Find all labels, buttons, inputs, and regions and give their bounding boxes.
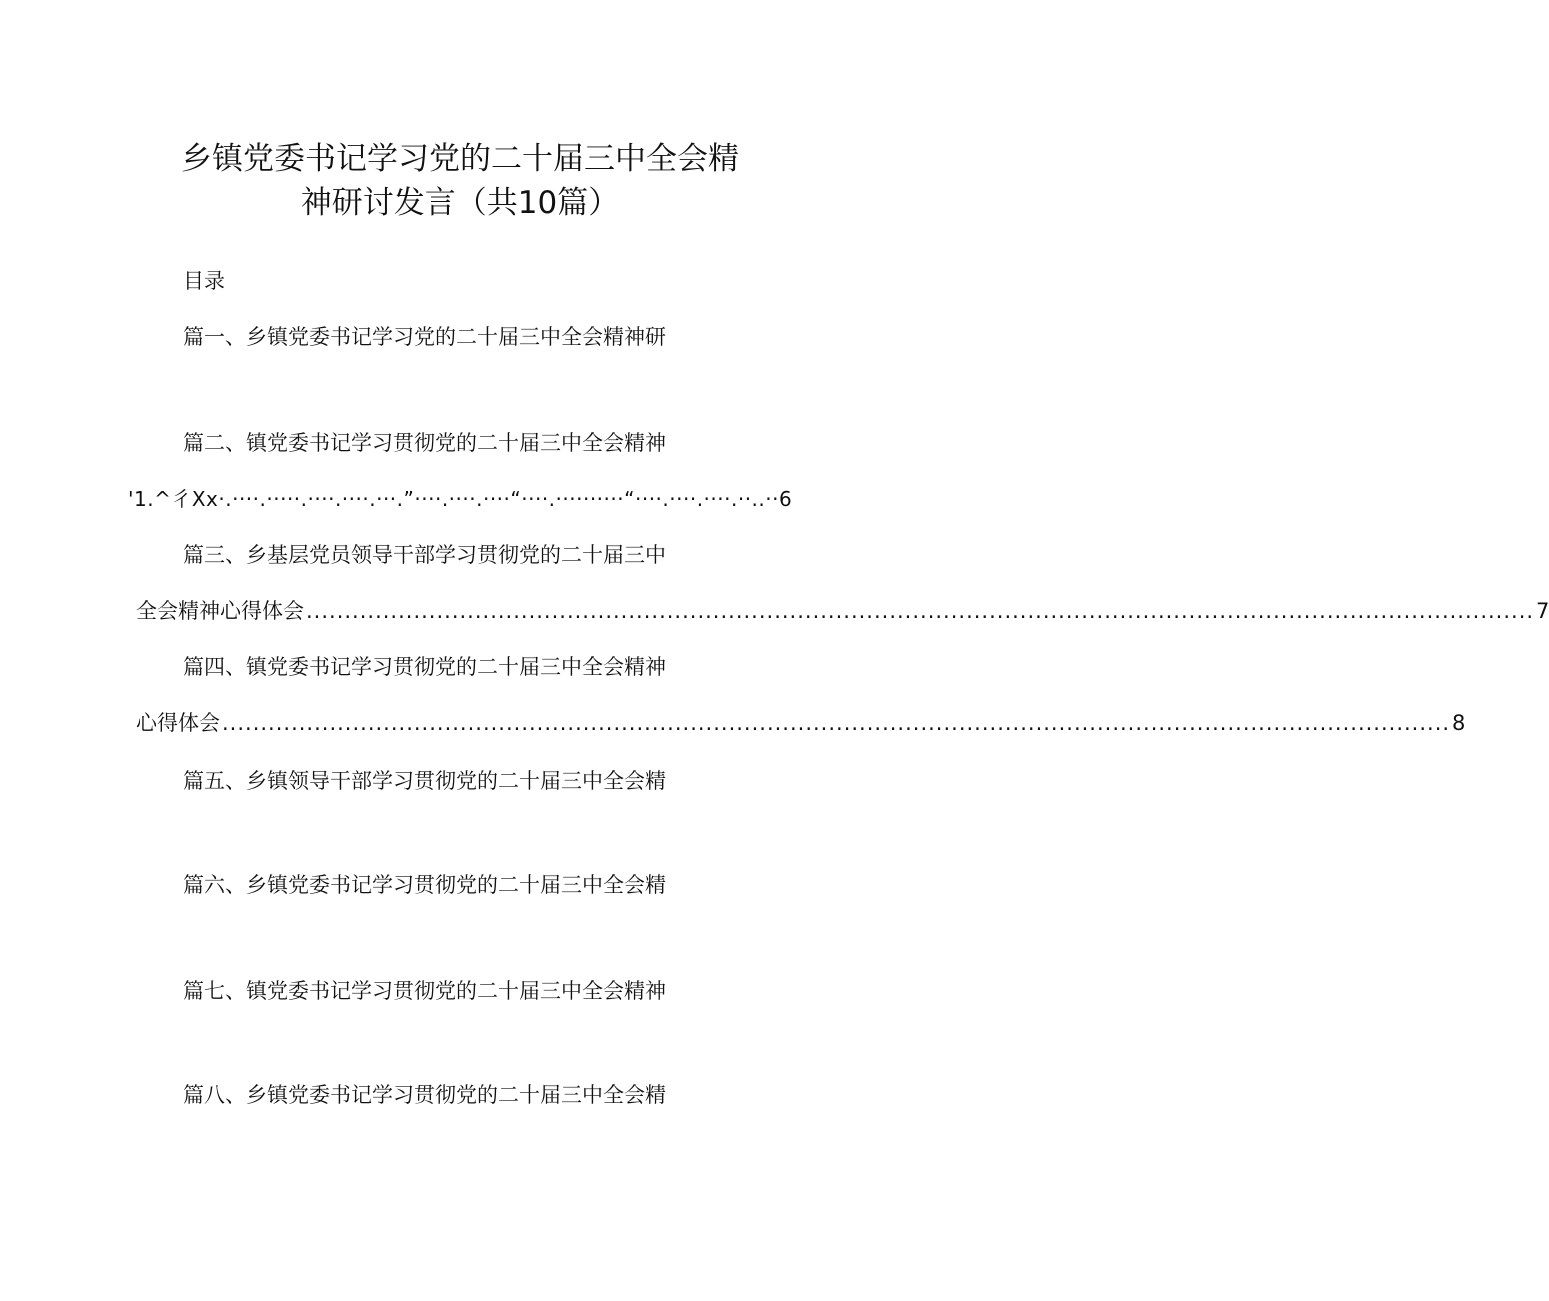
toc-entry-6[interactable]: 篇六、乡镇党委书记学习贯彻党的二十届三中全会精 [183, 873, 666, 897]
document-title-line-1: 乡镇党委书记学习党的二十届三中全会精 [181, 141, 739, 177]
toc-entry-3[interactable]: 篇三、乡基层党员领导干部学习贯彻党的二十届三中 [183, 543, 666, 567]
toc-entry-4-continuation[interactable] [136, 708, 1466, 738]
toc-entry-4-page-number: 8 [1452, 711, 1466, 735]
toc-entry-3-text: 全会精神心得体会 [136, 599, 304, 623]
toc-entry-3-continuation[interactable] [136, 596, 1549, 626]
toc-entry-5[interactable]: 篇五、乡镇领导干部学习贯彻党的二十届三中全会精 [183, 769, 666, 793]
toc-heading: 目录 [183, 269, 225, 293]
toc-entry-3-leader: ................................................................................................................................................................ [306, 599, 1535, 623]
toc-entry-2-leader-garbled: '1.^彳Xx·.····.·····.····.····.···.”····.····.····“····.··········“····.····.····.··..··6 [128, 487, 793, 511]
document-title-line-2: 神研讨发言（共10篇） [300, 185, 620, 221]
toc-entry-8[interactable]: 篇八、乡镇党委书记学习贯彻党的二十届三中全会精 [183, 1083, 666, 1107]
toc-entry-4-leader: ................................................................................................................................................................ [222, 711, 1451, 735]
toc-entry-4[interactable]: 篇四、镇党委书记学习贯彻党的二十届三中全会精神 [183, 655, 666, 679]
toc-entry-2[interactable]: 篇二、镇党委书记学习贯彻党的二十届三中全会精神 [183, 431, 666, 455]
toc-entry-4-text: 心得体会 [136, 711, 220, 735]
toc-entry-1[interactable]: 篇一、乡镇党委书记学习党的二十届三中全会精神研 [183, 325, 666, 349]
toc-entry-3-page-number: 7 [1536, 599, 1549, 623]
toc-entry-7[interactable]: 篇七、镇党委书记学习贯彻党的二十届三中全会精神 [183, 979, 666, 1003]
